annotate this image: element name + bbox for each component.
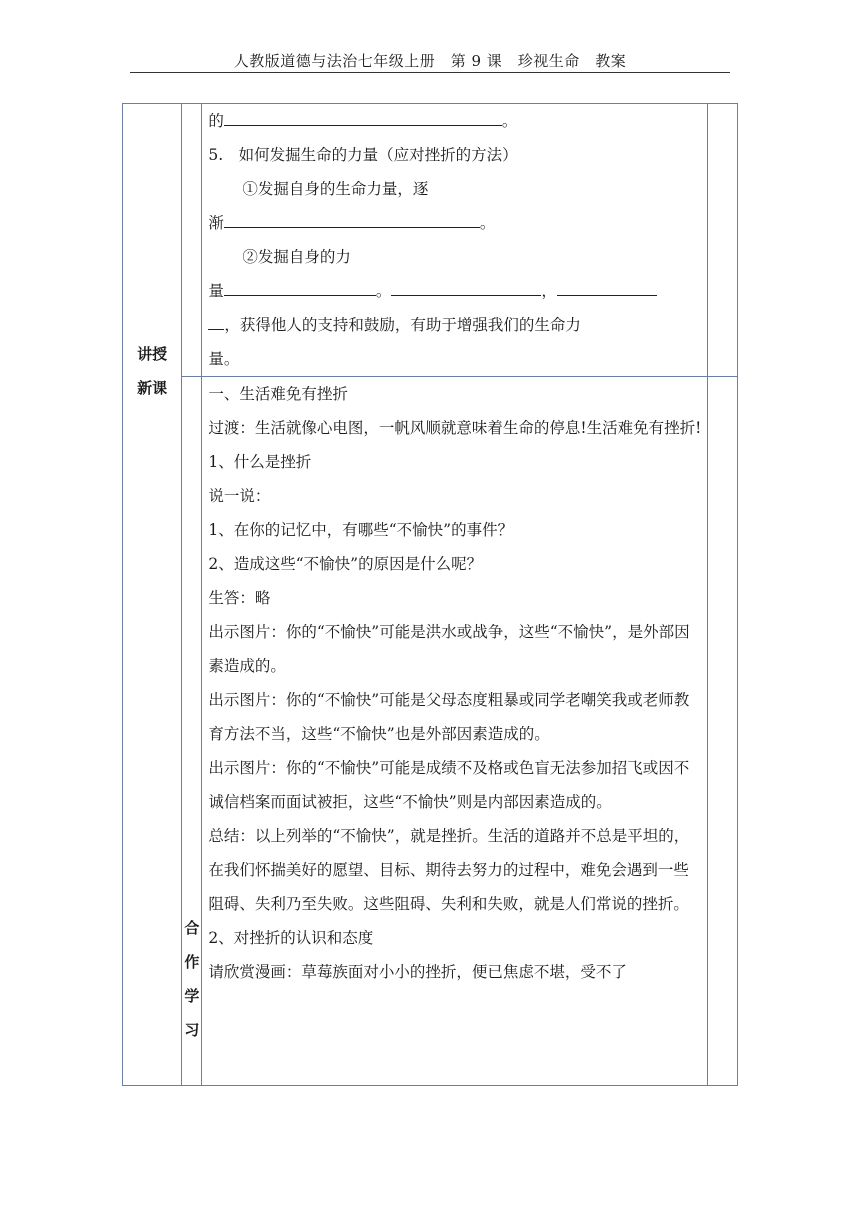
student-answer: 生答：略: [208, 589, 271, 607]
fill-line-2: 渐 。: [208, 206, 701, 240]
blank-field: [224, 279, 376, 296]
picture-note-2: 出示图片：你的“不愉快”可能是父母态度粗暴或同学老嘲笑我或老师教育方法不当，这些“不愉快”也是外部因素造成的。: [208, 691, 690, 743]
heading-attitude: 2、对挫折的认识和态度: [208, 929, 374, 947]
picture-note-3: 出示图片：你的“不愉快”可能是成绩不及格或色盲无法参加招飞或因不诚信档案而面试被拒，这些“不愉快”则是内部因素造成的。: [208, 759, 690, 811]
section-label-cell: [123, 104, 182, 1086]
side-cell-top: [182, 104, 202, 377]
lesson-table: [122, 103, 738, 1086]
header-rule: [130, 72, 730, 73]
side-label-char-2: 作: [184, 953, 200, 971]
fill-line-3: 量 。 ，: [208, 274, 701, 308]
picture-note-1: 出示图片：你的“不愉快”可能是洪水或战争，这些“不愉快”，是外部因素造成的。: [208, 623, 690, 675]
comic-paragraph: 请欣赏漫画：草莓族面对小小的挫折，便已焦虑不堪，受不了: [208, 963, 627, 981]
blank-field: [224, 109, 502, 126]
question-5: 5. 如何发掘生命的力量（应对挫折的方法）: [208, 146, 518, 164]
section-label-line2: 新课: [137, 379, 168, 397]
paragraph-discuss: 说一说：: [208, 487, 271, 505]
fill-line-1: 的 。: [208, 104, 701, 138]
heading-section-1: 一、生活难免有挫折: [208, 385, 348, 403]
side-label-char-1: 合: [184, 919, 200, 937]
fill-line-5: 量。: [208, 350, 240, 368]
content-cell-bottom: [202, 377, 707, 1086]
right-cell-bottom: [707, 377, 737, 1086]
blank-field: [208, 313, 224, 330]
page-header: 人教版道德与法治七年级上册 第 9 课 珍视生命 教案: [233, 52, 627, 70]
blank-field: [557, 279, 657, 296]
paragraph-transition: 过渡：生活就像心电图，一帆风顺就意味着生命的停息!生活难免有挫折!: [208, 419, 702, 437]
side-label-char-4: 习: [184, 1021, 200, 1039]
method-2-text: ②发掘自身的力: [242, 248, 351, 266]
question-2: 2、造成这些“不愉快”的原因是什么呢？: [208, 555, 483, 573]
fill-line-4: ，获得他人的支持和鼓励，有助于增强我们的生命力: [208, 308, 701, 342]
blank-field: [391, 279, 541, 296]
method-1-text: ①发掘自身的生命力量，逐: [242, 180, 429, 198]
section-label-line1: 讲授: [137, 345, 168, 363]
side-label-char-3: 学: [184, 987, 200, 1005]
heading-what-is-setback: 1、什么是挫折: [208, 453, 312, 471]
right-cell-top: [707, 104, 737, 377]
blank-field: [224, 211, 480, 228]
question-1: 1、在你的记忆中，有哪些“不愉快”的事件？: [208, 521, 514, 539]
content-cell-top: [202, 104, 707, 377]
summary-paragraph: 总结：以上列举的“不愉快”，就是挫折。生活的道路并不总是平坦的，在我们怀揣美好的愿望、目标、期待去努力的过程中，难免会遇到一些阻碍、失利乃至失败。这些阻碍、失利和失败，就是人们常说的挫折。: [208, 827, 690, 913]
side-label-cell: [182, 377, 202, 1086]
